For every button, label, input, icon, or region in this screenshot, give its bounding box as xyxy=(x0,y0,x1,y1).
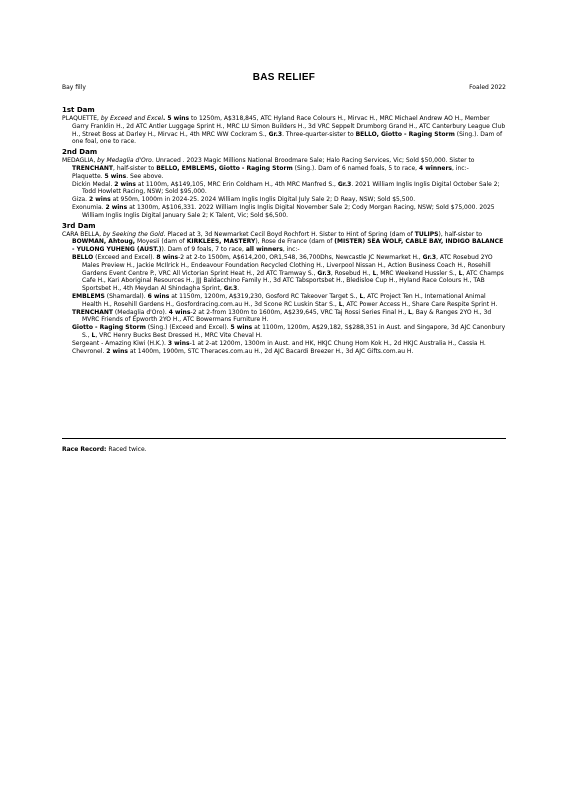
foal-entry-bello: BELLO (Exceed and Excel). 8 wins-2 at 2-to 1500m, A$614,200, OR1,548, 36,700Dhs, Newcastle JC Newmarket H., Gr.3, ATC Rosebud 2YO Males Preview H., Jackie McIlrick H., Endeavour Foundation Recycled Clothing H., Liverpool Nissan H., Action Business Coach H., Rosehill Gardens Event Centre P., VRC All Victorian Sprint Heat H., 2d ATC Tramway S., Gr.3, Rosebud H., L, MRC Weekend Hussler S., L, ATC Champs Cafe H., Kari Aboriginal Resources H., JJJ Baldacchino Family H., 3d ATC Tabsportsbet H., Bledisloe Cup H., Hyland Race Colours H., TAB Sportsbet H., 4th Meydan Al Shindagha Sprint, Gr.3. xyxy=(72,253,504,293)
foal-entry-trenchant: TRENCHANT (Medaglia d'Oro). 4 wins-2 at 2-from 1300m to 1600m, A$239,645, VRC Taj Rossi Series Final H., L, Bay & Ranges 2YO H., 3d MVRC Friends of Epworth 2YO H., ATC Bowermans Furniture H. xyxy=(72,308,492,324)
first-dam-heading: 1st Dam xyxy=(62,106,95,114)
third-dam-entry: CARA BELLA, by Seeking the Gold. Placed at 3, 3d Newmarket Cecil Boyd Rochfort H. Sister to Hint of Spring (dam of TULIPS), half-sister to BOWMAN, Ahtoug, Moyesii (dam of KIRKLEES, MASTERY), Rose de France (dam of (MISTER) SEA WOLF, CABLE BAY, INDIGO BALANCE - YULONG YUHENG (AUST.)). Dam of 9 foals, 7 to race, all winners, inc:- xyxy=(62,230,504,254)
foal-entry: Plaquette. 5 wins. See above. xyxy=(72,172,164,180)
foal-entry: Giza. 2 wins at 950m, 1000m in 2024-25. 2024 William Inglis Inglis Digital July Sale 2; D Reay, NSW; Sold $5,500. xyxy=(72,196,416,204)
subheader xyxy=(62,84,506,91)
first-dam-entry: PLAQUETTE, by Exceed and Excel. 5 wins to 1250m, A$318,845, ATC Hyland Race Colours H., Mirvac H., MRC Michael Andrew AO H., Member Garry Franklin H., 2d ATC Antler Luggage Sprint H., MRC LU Simon Builders H., 3d VRC Seppelt Drumborg Grand H., ATC Canterbury League Club H., Street Boss at Darley H., Mirvac H., 4th MRC WW Cockram S., Gr.3. Three-quarter-sister to BELLO, Giotto - Raging Storm (Sing.). Dam of one foal, one to race. xyxy=(62,115,506,146)
third-dam-heading: 3rd Dam xyxy=(62,221,96,230)
foal-entry: Exonumia. 2 wins at 1300m, A$106,331. 2022 William Inglis Inglis Digital November Sale 2; Cody Morgan Racing, NSW; Sold $75,000. 2025 William Inglis Inglis Digital January Sale 2; K Talent, Vic; Sold $6,500. xyxy=(72,203,495,219)
foal-entry-chevronel: Chevronel. 2 wins at 1400m, 1900m, STC Theraces.com.au H., 2d AJC Bacardi Breezer H., 3d AJC Gifts.com.au H. xyxy=(72,347,414,355)
foal-entry-emblems: EMBLEMS (Shamardal). 6 wins at 1150m, 1200m, A$319,230, Gosford RC Takeover Target S., L, ATC Project Ten H., International Animal Health H., Rosehill Gardens H., Gosfordracing.com.au H., 3d Scone RC Luskin Star S., L, ATC Power Access H., Share Care Respite Sprint H. xyxy=(72,292,498,308)
foal-entry-giotto: Giotto - Raging Storm (Sing.) (Exceed and Excel). 5 wins at 1100m, 1200m, A$29,182, S$288,351 in Aust. and Singapore, 3d AJC Canonbury S., L, VRC Henry Bucks Best Dressed H., MRC Vite Cheval H. xyxy=(72,324,506,339)
sex-label: Bay filly xyxy=(62,84,86,91)
foaled-label: Foaled 2022 xyxy=(469,84,506,91)
second-dam-heading: 2nd Dam xyxy=(62,148,98,157)
page-title: BAS RELIEF xyxy=(252,72,316,83)
pedigree-body xyxy=(62,106,506,355)
foal-entry-sergeant: Sergeant - Amazing Kiwi (H.K.). 3 wins-1 at 2-at 1200m, 1300m in Aust. and HK, HKJC Chung Hom Kok H., 2d HKJC Australia H., Cassia H. xyxy=(72,339,486,347)
foal-entry: Dickin Medal. 2 wins at 1100m, A$149,105, MRC Erin Coldham H., 4th MRC Manfred S., Gr.3. 2021 William Inglis Inglis Digital October Sale 2; Todd Howlett Racing, NSW; Sold $95,000. xyxy=(72,180,500,196)
second-dam-entry: MEDAGLIA, by Medaglia d'Oro. Unraced . 2023 Magic Millions National Broodmare Sale; Halo Racing Services, Vic; Sold $50,000. Sister to TRENCHANT, half-sister to BELLO, EMBLEMS, Giotto - Raging Storm (Sing.). Dam of 6 named foals, 5 to race, 4 winners, inc:- xyxy=(62,157,475,172)
race-record: Race Record: Raced twice. xyxy=(62,446,147,453)
divider xyxy=(62,438,506,439)
